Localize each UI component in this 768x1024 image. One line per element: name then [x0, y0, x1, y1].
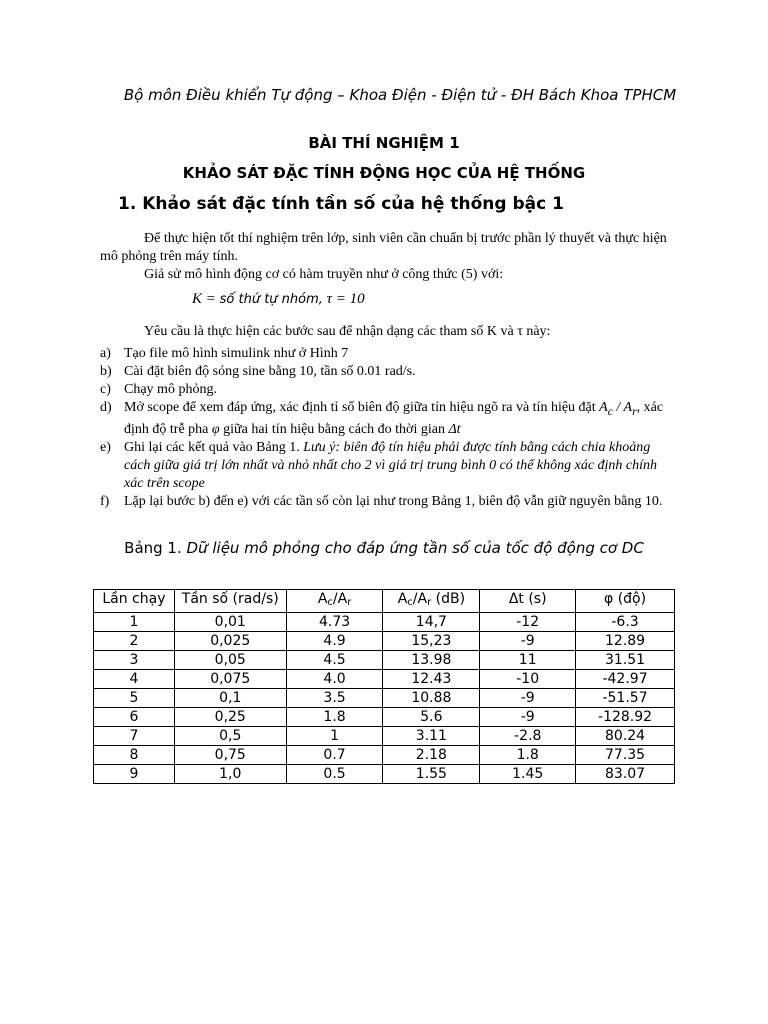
cell-run: 4 — [94, 670, 175, 689]
cell-ratio: 0.5 — [286, 765, 383, 784]
formula-tau: τ = 10 — [326, 291, 365, 307]
table-row — [94, 613, 675, 632]
cell-ratio: 3.5 — [286, 689, 383, 708]
col-header-run: Lần chạy — [94, 590, 175, 613]
cell-dt: -2.8 — [480, 727, 576, 746]
cell-phi: -128.92 — [576, 708, 675, 727]
cell-dt: 1.45 — [480, 765, 576, 784]
cell-run: 9 — [94, 765, 175, 784]
cell-freq: 0,25 — [174, 708, 286, 727]
cell-run: 5 — [94, 689, 175, 708]
table-row — [94, 651, 675, 670]
cell-ratio: 4.9 — [286, 632, 383, 651]
formula — [100, 290, 678, 309]
cell-dt: -9 — [480, 689, 576, 708]
table-row — [94, 727, 675, 746]
cell-dt: -9 — [480, 708, 576, 727]
col-header-phi: φ (độ) — [576, 590, 675, 613]
lab-title: BÀI THÍ NGHIỆM 1 — [308, 134, 460, 152]
cell-ratio-db: 3.11 — [383, 727, 480, 746]
step-text: Lặp lại bước b) đến e) với các tần số còn lại như trong Bảng 1, biên độ vẫn giữ nguyên bằng 10. — [124, 493, 663, 509]
cell-run: 2 — [94, 632, 175, 651]
cell-run: 8 — [94, 746, 175, 765]
cell-ratio-db: 13.98 — [383, 651, 480, 670]
cell-ratio-db: 15,23 — [383, 632, 480, 651]
formula-group: số thứ tự nhóm, — [219, 292, 323, 307]
step-letter: f) — [100, 493, 110, 509]
cell-run: 3 — [94, 651, 175, 670]
step-letter: b) — [100, 364, 112, 379]
page-header: Bộ môn Điều khiển Tự động – Khoa Điện - Điện tử - ĐH Bách Khoa TPHCM — [123, 86, 677, 104]
cell-dt: 11 — [480, 651, 576, 670]
col-header-ratio: $A_c/A_r$ — [286, 590, 383, 613]
step-e — [100, 439, 678, 493]
step-e-main: Ghi lại các kết quả vào Bảng 1. — [124, 439, 300, 455]
col-header-ratio-db: $A_c/A_r$ (dB) — [383, 590, 480, 613]
requirement-line: Yêu cầu là thực hiện các bước sau để nhận dạng các tham số K và τ này: — [144, 324, 551, 339]
cell-ratio-db: 10.88 — [383, 689, 480, 708]
steps-list — [100, 345, 678, 511]
caption-label: Bảng 1. — [124, 539, 182, 557]
cell-ratio: 4.73 — [286, 613, 383, 632]
cell-phi: -6.3 — [576, 613, 675, 632]
step-letter: a) — [100, 346, 111, 361]
step-f — [100, 493, 678, 511]
cell-freq: 0,05 — [174, 651, 286, 670]
caption-text: Dữ liệu mô phỏng cho đáp ứng tần số của tốc độ động cơ DC — [186, 539, 644, 557]
cell-dt: -9 — [480, 632, 576, 651]
step-letter: d) — [100, 400, 112, 415]
cell-freq: 0,025 — [174, 632, 286, 651]
cell-ratio: 4.0 — [286, 670, 383, 689]
table-row — [94, 632, 675, 651]
step-text: Tạo file mô hình simulink như ở Hình 7 — [124, 346, 349, 361]
cell-freq: 0,075 — [174, 670, 286, 689]
step-d — [100, 399, 678, 439]
intro-paragraph: Để thực hiện tốt thí nghiệm trên lớp, sinh viên cần chuẩn bị trước phần lý thuyết và thực hiện mô phỏng trên máy tính. — [100, 231, 667, 264]
step-text: Chạy mô phỏng. — [124, 382, 217, 397]
cell-ratio: 0.7 — [286, 746, 383, 765]
frequency-response-table — [93, 589, 675, 784]
cell-phi: 83.07 — [576, 765, 675, 784]
instructions-block — [100, 230, 678, 511]
cell-dt: 1.8 — [480, 746, 576, 765]
step-e-note: Lưu ý: biên độ tín hiệu phải được tính bằng cách chia khoảng cách giữa giá trị lớn nhất và nhỏ nhất cho 2 vì giá trị trung bình 0 có thể không xác định chính xác trên scope — [124, 439, 658, 491]
cell-freq: 0,5 — [174, 727, 286, 746]
table-header-row — [94, 590, 675, 613]
cell-phi: -51.57 — [576, 689, 675, 708]
step-letter: c) — [100, 382, 111, 397]
cell-run: 7 — [94, 727, 175, 746]
step-b — [100, 363, 678, 381]
table-row — [94, 689, 675, 708]
table-body — [94, 613, 675, 784]
table-caption — [100, 538, 668, 559]
cell-ratio-db: 5.6 — [383, 708, 480, 727]
step-letter: e) — [100, 439, 111, 455]
table-row — [94, 708, 675, 727]
formula-k: K = — [192, 291, 216, 307]
step-c — [100, 381, 678, 399]
col-header-freq: Tần số (rad/s) — [174, 590, 286, 613]
table-row — [94, 746, 675, 765]
cell-ratio-db: 2.18 — [383, 746, 480, 765]
table-row — [94, 765, 675, 784]
cell-dt: -10 — [480, 670, 576, 689]
cell-freq: 1,0 — [174, 765, 286, 784]
cell-run: 6 — [94, 708, 175, 727]
step-text — [124, 439, 678, 493]
cell-freq: 0,75 — [174, 746, 286, 765]
col-header-dt: Δt (s) — [480, 590, 576, 613]
cell-freq: 0,1 — [174, 689, 286, 708]
step-text: Cài đặt biên độ sóng sine bằng 10, tần số 0.01 rad/s. — [124, 364, 416, 379]
transfer-function-line: Giả sử mô hình động cơ có hàm truyền như ở công thức (5) với: — [144, 267, 504, 282]
cell-ratio: 1.8 — [286, 708, 383, 727]
cell-phi: 80.24 — [576, 727, 675, 746]
cell-ratio-db: 14,7 — [383, 613, 480, 632]
step-text: Mở scope để xem đáp ứng, xác định tỉ số biên độ giữa tín hiệu ngõ ra và tín hiệu đặt $A_c / A_r$, xác định độ trễ pha φ giữa hai tín hiệu bằng cách đo thời gian Δt — [124, 400, 664, 437]
cell-freq: 0,01 — [174, 613, 286, 632]
section-heading: 1. Khảo sát đặc tính tần số của hệ thống bậc 1 — [118, 194, 564, 214]
cell-run: 1 — [94, 613, 175, 632]
lab-subtitle: KHẢO SÁT ĐẶC TÍNH ĐỘNG HỌC CỦA HỆ THỐNG — [182, 164, 586, 182]
cell-ratio: 1 — [286, 727, 383, 746]
cell-ratio-db: 12.43 — [383, 670, 480, 689]
cell-ratio: 4.5 — [286, 651, 383, 670]
cell-dt: -12 — [480, 613, 576, 632]
cell-phi: 31.51 — [576, 651, 675, 670]
table-row — [94, 670, 675, 689]
cell-phi: -42.97 — [576, 670, 675, 689]
cell-phi: 77.35 — [576, 746, 675, 765]
cell-phi: 12.89 — [576, 632, 675, 651]
step-a — [100, 345, 678, 363]
cell-ratio-db: 1.55 — [383, 765, 480, 784]
